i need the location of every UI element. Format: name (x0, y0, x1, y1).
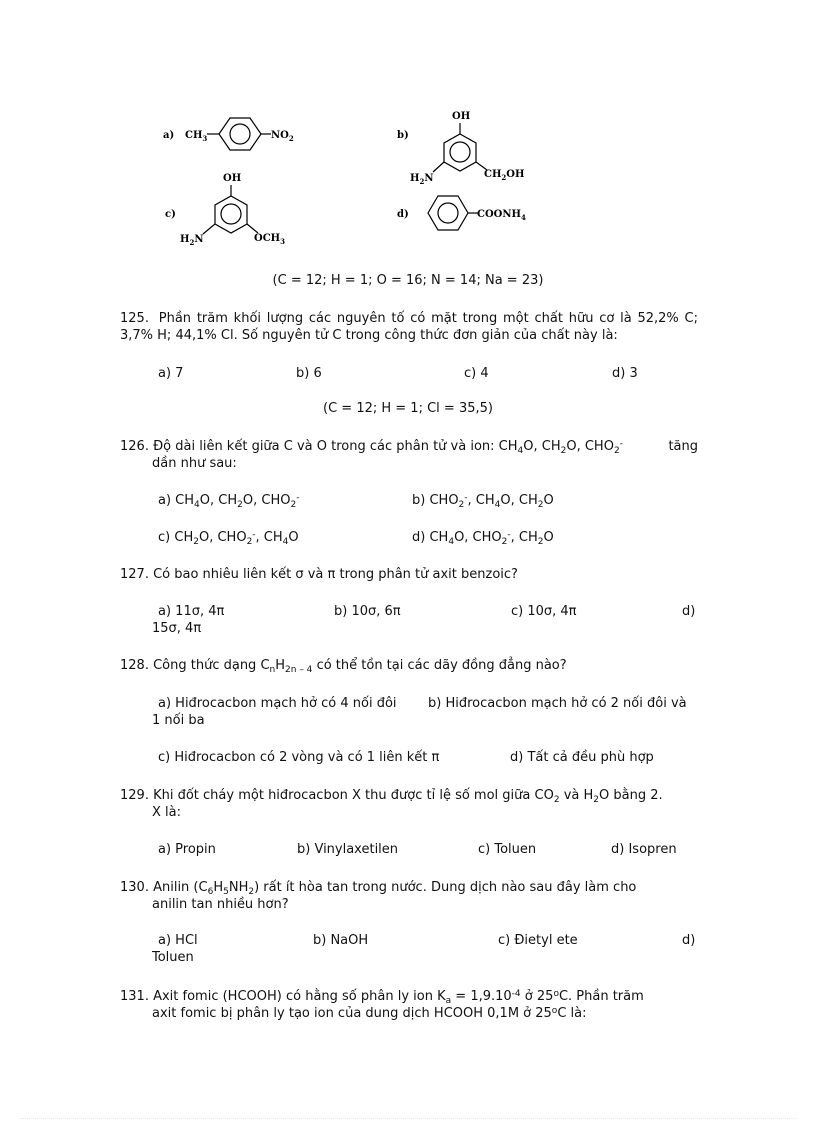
structure-c (165, 173, 285, 247)
structure-b-ch2oh: $CH_2OH$ (484, 169, 525, 182)
q125-option-b[interactable]: b) 6 (296, 366, 322, 381)
q127-option-b[interactable]: b) 10σ, 6π (334, 604, 401, 619)
structure-c-och3: $OCH_3$ (254, 233, 285, 246)
structure-c-label: c) (165, 209, 176, 220)
q128-option-c[interactable]: c) Hiđrocacbon có 2 vòng và có 1 liên kết π (158, 750, 440, 765)
structure-a-no2: $NO_2$ (271, 130, 294, 143)
structure-b-h2n: $H_2N$ (410, 173, 434, 186)
question-number: 130. (120, 880, 149, 895)
q125-option-c[interactable]: c) 4 (464, 366, 489, 381)
q130-option-b[interactable]: b) NaOH (313, 933, 369, 948)
q129-option-d[interactable]: d) Isopren (611, 842, 677, 857)
q128-option-b-cont[interactable]: 1 nối ba (152, 713, 205, 728)
structure-a-label: a) (163, 130, 175, 141)
structure-c-h2n: $H_2N$ (180, 234, 204, 247)
q129-option-b[interactable]: b) Vinylaxetilen (297, 842, 399, 857)
question-number: 125. (120, 311, 149, 326)
question-text: Độ dài liên kết giữa C và O trong các phân tử và ion: CH (153, 439, 518, 454)
structure-b-label: b) (397, 130, 409, 141)
question-number: 127. (120, 567, 149, 582)
q129-option-a[interactable]: a) Propin (158, 842, 216, 857)
atomic-masses-2: (C = 12; H = 1; Cl = 35,5) (323, 401, 493, 416)
q126-option-d[interactable]: d) $CH_4O$, $CHO_2^-$, $CH_2O$ (412, 530, 554, 547)
q128-option-b[interactable]: b) Hiđrocacbon mạch hở có 2 nối đôi và (428, 696, 687, 711)
q126-option-a[interactable]: a) $CH_4O$, $CH_2O$, $CHO_2^-$ (158, 493, 300, 510)
structure-b (397, 111, 524, 186)
question-number: 129. (120, 788, 149, 803)
question-126: 126. Độ dài liên kết giữa C và O trong các phân tử và ion: $CH_4O$, $CH_2O$, $CHO_2^-$ tăng dần như sau: (120, 439, 698, 471)
q127-option-d[interactable]: d) (682, 604, 696, 619)
q130-option-c[interactable]: c) Đietyl ete (498, 933, 578, 948)
question-131: 131. Axit fomic (HCOOH) có hằng số phân ly ion $K_a = 1,9.10^{-4}$ ở 25$^o$C. Phần trăm axit fomic bị phân ly tạo ion của dung dịch HCOOH 0,1M ở 25$^o$C là: (120, 989, 644, 1021)
q130-option-d[interactable]: d) (682, 933, 696, 948)
q126-option-c[interactable]: c) $CH_2O$, $CHO_2^-$, $CH_4O$ (158, 530, 299, 547)
page-divider (20, 1118, 796, 1119)
question-number: 131. (120, 989, 149, 1004)
q129-option-c[interactable]: c) Toluen (478, 842, 537, 857)
question-number: 128. (120, 658, 149, 673)
question-text: Phần trăm khối lượng các nguyên tố có mặt trong một chất hữu cơ là 52,2% C; 3,7% H; 44,1% Cl. Số nguyên tử C trong công thức đơn giản của chất này là: (120, 311, 698, 343)
q128-option-d[interactable]: d) Tất cả đều phù hợp (510, 750, 654, 765)
structure-d-coonh4: $COONH_4$ (477, 209, 526, 222)
q127-option-a[interactable]: a) 11σ, 4π (158, 604, 225, 619)
atomic-masses-1: (C = 12; H = 1; O = 16; N = 14; Na = 23) (272, 273, 544, 288)
q127-option-d-value[interactable]: 15σ, 4π (152, 621, 202, 636)
q127-option-c[interactable]: c) 10σ, 4π (511, 604, 577, 619)
question-128: 128. Công thức dạng $C_nH_{2n - 4}$ có thể tồn tại các dãy đồng đẳng nào? (120, 658, 567, 675)
structure-a-ch3: $CH_3$ (185, 130, 208, 143)
q125-option-d[interactable]: d) 3 (612, 366, 638, 381)
structure-b-oh: OH (452, 111, 471, 122)
q125-option-a[interactable]: a) 7 (158, 366, 184, 381)
question-125 (120, 310, 698, 344)
structure-diagrams (0, 0, 816, 260)
q130-option-d-value[interactable]: Toluen (152, 950, 194, 965)
q128-option-a[interactable]: a) Hiđrocacbon mạch hở có 4 nối đôi (158, 696, 397, 711)
structure-a (163, 118, 294, 150)
structure-c-oh: OH (223, 173, 242, 184)
structure-d (397, 196, 526, 230)
structure-d-label: d) (397, 209, 409, 220)
question-130: 130. Anilin $(C_6H_5NH_2)$ rất ít hòa tan trong nước. Dung dịch nào sau đây làm cho anilin tan nhiều hơn? (120, 880, 637, 912)
question-text: Có bao nhiêu liên kết σ và π trong phân tử axit benzoic? (153, 567, 518, 582)
question-number: 126. (120, 439, 149, 454)
q126-option-b[interactable]: b) $CHO_2^-$, $CH_4O$, $CH_2O$ (412, 493, 554, 510)
question-127 (120, 567, 518, 582)
question-129: 129. Khi đốt cháy một hiđrocacbon X thu được tỉ lệ số mol giữa $CO_2$ và $H_2O$ bằng 2. X là: (120, 788, 663, 820)
q130-option-a[interactable]: a) HCl (158, 933, 198, 948)
